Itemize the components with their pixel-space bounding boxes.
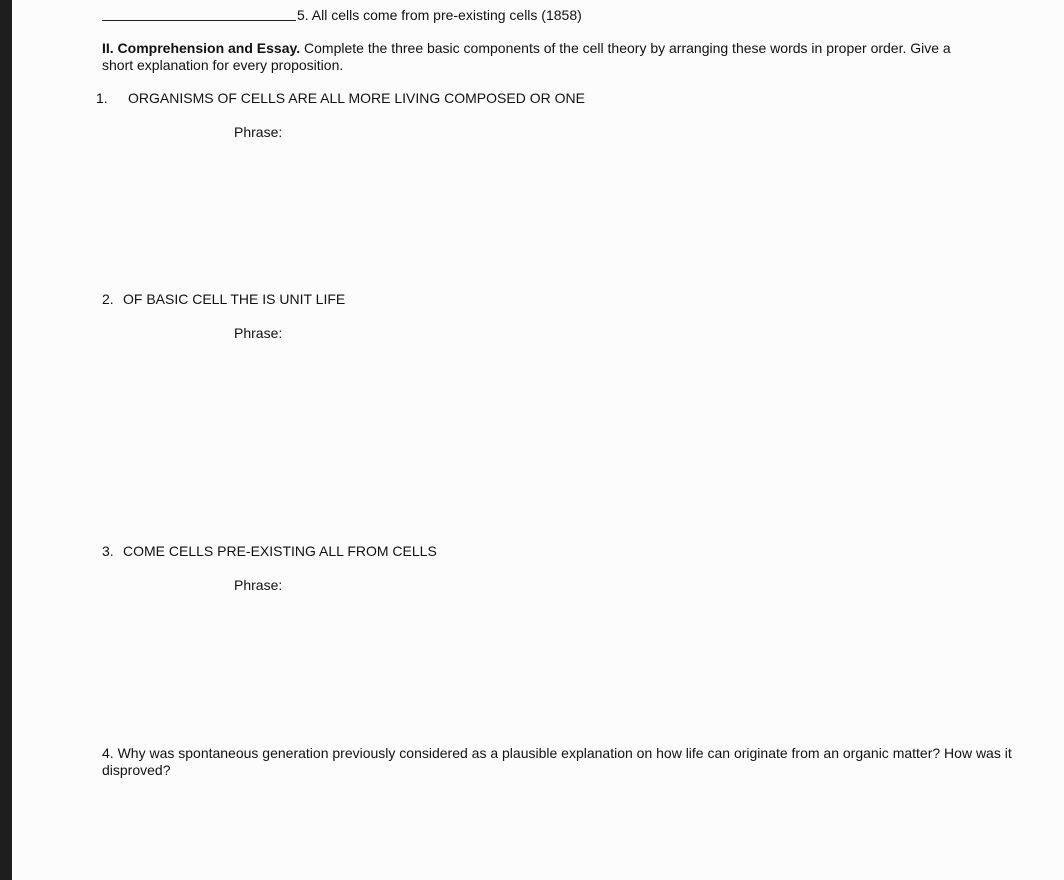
question-2-number: 2. [102,291,114,307]
question-1-scrambled-words: ORGANISMS OF CELLS ARE ALL MORE LIVING COMPOSED OR ONE [128,90,585,106]
essay-question-4: 4. Why was spontaneous generation previously considered as a plausible explanation on how life can originate from an organic matter? How was it disproved? [102,745,1012,778]
question-3-scrambled-words: COME CELLS PRE-EXISTING ALL FROM CELLS [123,543,437,559]
answer-blank-line [102,20,296,21]
item-5-statement: 5. All cells come from pre-existing cells (1858) [297,7,582,23]
section-2-instructions-text: Complete the three basic components of the cell theory by arranging these words in proper order. Give a short explanation for every proposition. [102,40,951,73]
question-1-number: 1. [96,90,108,106]
question-2-phrase-label: Phrase: [234,325,283,341]
section-2-instructions [102,40,982,74]
question-3-phrase-label: Phrase: [234,577,283,593]
question-2-scrambled-words: OF BASIC CELL THE IS UNIT LIFE [123,291,346,307]
question-1-phrase-label: Phrase: [234,124,283,140]
section-2-heading: II. Comprehension and Essay. [102,40,301,56]
document-page [12,0,1064,880]
question-3-number: 3. [102,543,114,559]
